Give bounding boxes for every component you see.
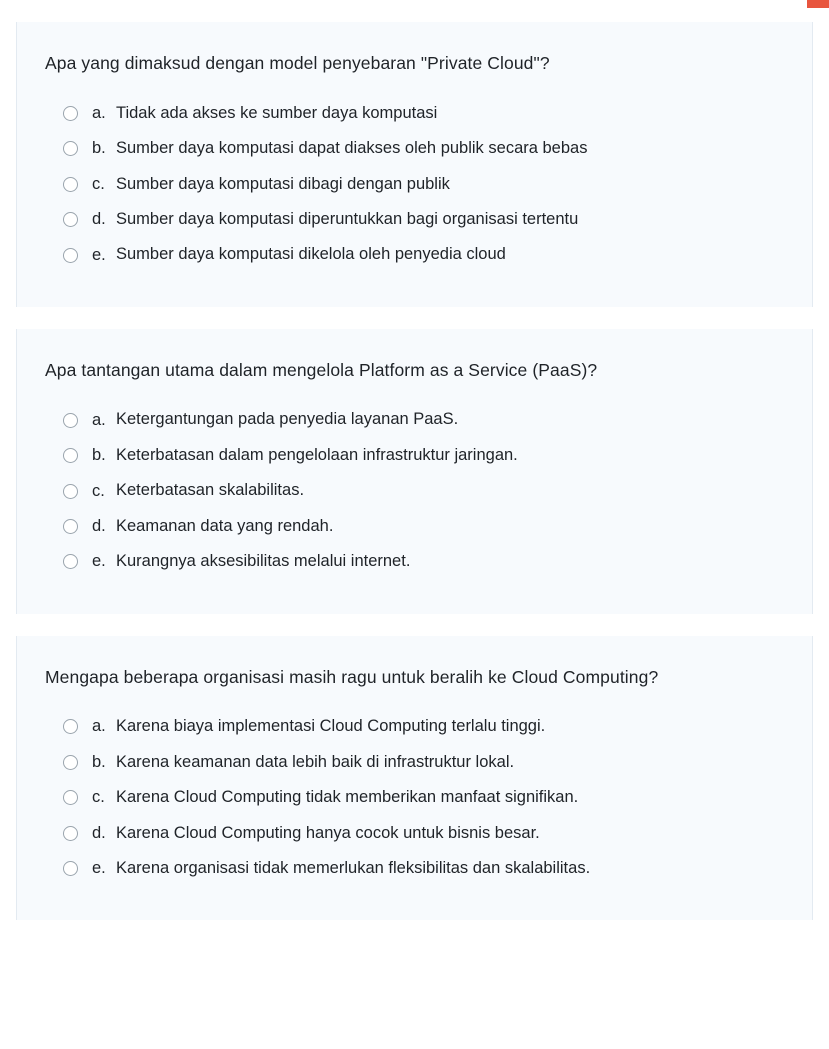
option-label: Kurangnya aksesibilitas melalui internet. — [116, 552, 411, 571]
option-letter: b. — [92, 752, 106, 771]
option-row[interactable] — [63, 509, 784, 544]
question-card-3 — [16, 636, 813, 921]
question-text: Mengapa beberapa organisasi masih ragu untuk beralih ke Cloud Computing? — [45, 666, 659, 687]
option-letter: d. — [92, 823, 106, 842]
radio-button-icon[interactable] — [63, 826, 78, 841]
options-list — [45, 709, 784, 886]
option-label: Ketergantungan pada penyedia layanan PaaS. — [116, 410, 459, 429]
option-letter: c. — [92, 174, 105, 193]
option-label: Karena keamanan data lebih baik di infrastruktur lokal. — [116, 752, 515, 771]
radio-button-icon[interactable] — [63, 448, 78, 463]
option-row[interactable] — [63, 816, 784, 851]
radio-button-icon[interactable] — [63, 212, 78, 227]
option-letter: b. — [92, 446, 106, 465]
option-row[interactable] — [63, 131, 784, 166]
option-letter: c. — [92, 481, 105, 500]
option-letter: a. — [92, 103, 106, 122]
option-row[interactable] — [63, 709, 784, 744]
option-label: Karena biaya implementasi Cloud Computing terlalu tinggi. — [116, 717, 546, 736]
option-letter: a. — [92, 410, 106, 429]
option-row[interactable] — [63, 167, 784, 202]
option-row[interactable] — [63, 745, 784, 780]
option-row[interactable] — [63, 780, 784, 815]
option-row[interactable] — [63, 96, 784, 131]
radio-button-icon[interactable] — [63, 554, 78, 569]
option-label: Keamanan data yang rendah. — [116, 516, 334, 535]
option-label: Keterbatasan dalam pengelolaan infrastruktur jaringan. — [116, 445, 518, 464]
option-letter: e. — [92, 552, 106, 571]
option-letter: c. — [92, 788, 105, 807]
question-card-2 — [16, 329, 813, 614]
option-label: Karena Cloud Computing tidak memberikan manfaat signifikan. — [116, 788, 579, 807]
radio-button-icon[interactable] — [63, 519, 78, 534]
option-label: Tidak ada akses ke sumber daya komputasi — [116, 103, 438, 122]
options-list — [45, 402, 784, 579]
radio-button-icon[interactable] — [63, 248, 78, 263]
option-letter: a. — [92, 717, 106, 736]
option-letter: b. — [92, 139, 106, 158]
question-text: Apa yang dimaksud dengan model penyebaran "Private Cloud"? — [45, 53, 550, 73]
question-card-1 — [16, 22, 813, 307]
option-label: Karena organisasi tidak memerlukan fleksibilitas dan skalabilitas. — [116, 859, 591, 877]
top-edge-marker — [807, 0, 829, 8]
radio-button-icon[interactable] — [63, 861, 78, 876]
radio-button-icon[interactable] — [63, 790, 78, 805]
option-letter: e. — [92, 245, 106, 264]
option-label: Keterbatasan skalabilitas. — [116, 481, 305, 500]
option-label: Karena Cloud Computing hanya cocok untuk bisnis besar. — [116, 823, 540, 842]
option-row[interactable] — [63, 402, 784, 437]
question-text: Apa tantangan utama dalam mengelola Platform as a Service (PaaS)? — [45, 359, 598, 380]
option-row[interactable] — [63, 237, 784, 272]
radio-button-icon[interactable] — [63, 719, 78, 734]
option-letter: d. — [92, 210, 106, 229]
option-letter: e. — [92, 859, 106, 878]
top-spacer — [0, 0, 829, 22]
option-row[interactable] — [63, 202, 784, 237]
option-row[interactable] — [63, 473, 784, 508]
option-label: Sumber daya komputasi dapat diakses oleh publik secara bebas — [116, 139, 588, 158]
option-label: Sumber daya komputasi dikelola oleh penyedia cloud — [116, 245, 506, 264]
radio-button-icon[interactable] — [63, 484, 78, 499]
option-label: Sumber daya komputasi diperuntukkan bagi organisasi tertentu — [116, 209, 579, 228]
radio-button-icon[interactable] — [63, 413, 78, 428]
radio-button-icon[interactable] — [63, 141, 78, 156]
option-row[interactable] — [63, 544, 784, 579]
option-letter: d. — [92, 516, 106, 535]
radio-button-icon[interactable] — [63, 177, 78, 192]
radio-button-icon[interactable] — [63, 755, 78, 770]
option-label: Sumber daya komputasi dibagi dengan publik — [116, 174, 450, 193]
option-row[interactable] — [63, 851, 784, 886]
radio-button-icon[interactable] — [63, 106, 78, 121]
option-row[interactable] — [63, 438, 784, 473]
options-list — [45, 96, 784, 273]
